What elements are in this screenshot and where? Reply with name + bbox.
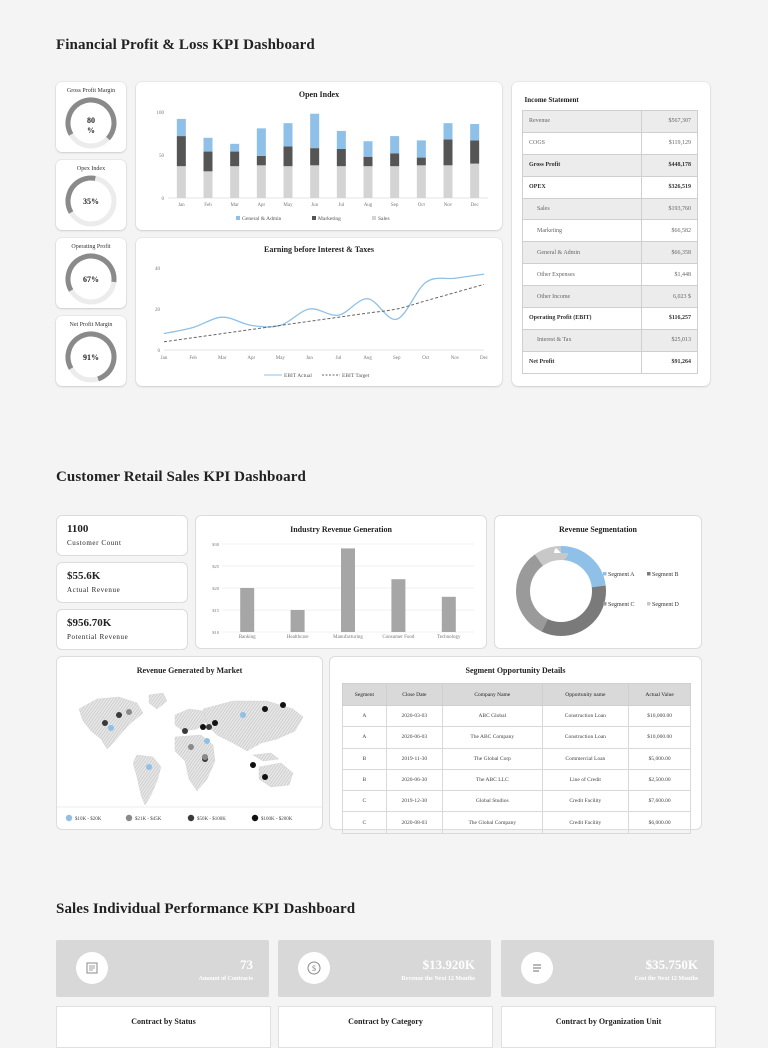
metric-value: $956.70K bbox=[67, 617, 112, 629]
legend-label: EBIT Target bbox=[342, 373, 370, 379]
x-tick-label: Sep bbox=[392, 356, 401, 361]
income-row bbox=[523, 154, 698, 176]
list-icon bbox=[521, 952, 553, 984]
bar-segment bbox=[230, 152, 239, 167]
table-cell: $2,500.00 bbox=[629, 769, 691, 790]
x-tick-label: Nov bbox=[443, 203, 453, 208]
table-cell: C bbox=[343, 812, 387, 833]
income-statement-table bbox=[522, 92, 698, 374]
kpi-value: $13.920K bbox=[422, 957, 475, 972]
perf-dashboard-title: Sales Individual Performance KPI Dashboard bbox=[56, 901, 356, 917]
market-dot bbox=[108, 725, 114, 731]
market-dot bbox=[116, 712, 122, 718]
dollar-icon bbox=[298, 952, 330, 984]
income-row-value: $1,448 bbox=[642, 264, 698, 286]
table-cell: 2019-11-30 bbox=[386, 748, 442, 769]
legend-label: Segment C bbox=[608, 602, 635, 608]
table-cell: ABC Global bbox=[443, 706, 543, 727]
income-row-label: Other Income bbox=[523, 286, 642, 308]
market-dot bbox=[262, 774, 268, 780]
gauge-card bbox=[56, 316, 126, 386]
legend-swatch bbox=[188, 815, 194, 821]
x-tick-label: Technology bbox=[437, 635, 461, 640]
income-row bbox=[523, 242, 698, 264]
bar-segment bbox=[470, 164, 479, 198]
table-row bbox=[343, 706, 691, 727]
industry-revenue-card bbox=[195, 515, 487, 649]
income-row bbox=[523, 286, 698, 308]
metric-content bbox=[67, 523, 121, 547]
column-header: Opportunity name bbox=[542, 684, 629, 706]
income-row-value: $116,257 bbox=[642, 308, 698, 330]
legend-swatch bbox=[372, 216, 376, 220]
legend-label: Segment D bbox=[652, 602, 679, 608]
income-row-label: Net Profit bbox=[523, 351, 642, 373]
table-cell: Commercial Loan bbox=[542, 748, 629, 769]
legend-label: $100K - $200K bbox=[261, 817, 293, 822]
gauge-value: 91% bbox=[83, 353, 99, 362]
income-row bbox=[523, 351, 698, 373]
table-cell: A bbox=[343, 706, 387, 727]
continent bbox=[175, 735, 215, 791]
document-icon bbox=[76, 952, 108, 984]
svg-text:$: $ bbox=[312, 964, 316, 973]
market-dot bbox=[250, 762, 256, 768]
kpi-label: Cost the Next 12 Months bbox=[634, 976, 698, 982]
table-cell: $10,000.00 bbox=[629, 727, 691, 748]
market-dot bbox=[204, 738, 210, 744]
industry-revenue-chart bbox=[196, 516, 486, 648]
metric-content bbox=[67, 570, 120, 594]
metric-card bbox=[56, 609, 188, 650]
y-tick-label: 0 bbox=[157, 349, 160, 354]
kpi-label: Revenue the Next 12 Months bbox=[401, 976, 475, 982]
income-row bbox=[523, 308, 698, 330]
x-tick-label: May bbox=[283, 203, 293, 208]
income-row-label: Interest & Tax bbox=[523, 329, 642, 351]
gauge-value: 80 bbox=[87, 116, 95, 125]
legend-label: Marketing bbox=[318, 216, 341, 222]
market-dot bbox=[102, 720, 108, 726]
y-tick-label: $30 bbox=[212, 542, 219, 547]
bar-segment bbox=[364, 166, 373, 198]
income-row-value: $567,307 bbox=[642, 111, 698, 133]
kpi-card bbox=[501, 940, 714, 997]
bar-segment bbox=[470, 140, 479, 163]
legend-swatch bbox=[252, 815, 258, 821]
table-cell: A bbox=[343, 727, 387, 748]
ebit-card bbox=[136, 238, 502, 386]
metric-label: Potential Revenue bbox=[67, 633, 129, 641]
x-tick-label: Jul bbox=[338, 203, 345, 208]
continent bbox=[79, 697, 143, 749]
bar bbox=[442, 597, 456, 632]
bar-segment bbox=[204, 152, 213, 172]
market-dot bbox=[188, 744, 194, 750]
x-tick-label: Feb bbox=[189, 356, 197, 361]
bar-segment bbox=[337, 166, 346, 198]
legend-swatch bbox=[312, 216, 316, 220]
bar-segment bbox=[444, 165, 453, 198]
bar-segment bbox=[390, 153, 399, 166]
open-index-chart bbox=[136, 82, 502, 230]
y-tick-label: 40 bbox=[155, 267, 160, 272]
table-cell: Line of Credit bbox=[542, 769, 629, 790]
x-tick-label: Dec bbox=[479, 356, 489, 361]
x-tick-label: Oct bbox=[417, 203, 425, 208]
legend-swatch bbox=[66, 815, 72, 821]
x-tick-label: Mar bbox=[218, 356, 227, 361]
table-cell: The ABC LLC bbox=[443, 769, 543, 790]
table-cell: The Global Corp bbox=[443, 748, 543, 769]
gauge-label: Gross Profit Margin bbox=[66, 88, 116, 94]
legend-swatch bbox=[126, 815, 132, 821]
table-cell: B bbox=[343, 748, 387, 769]
legend-label: General & Admin bbox=[242, 216, 282, 222]
column-header: Company Name bbox=[443, 684, 543, 706]
income-row-value: $448,178 bbox=[642, 154, 698, 176]
legend-label: Segment A bbox=[608, 572, 635, 578]
table-cell: The ABC Company bbox=[443, 727, 543, 748]
y-tick-label: 100 bbox=[156, 111, 164, 116]
income-row-value: $25,013 bbox=[642, 329, 698, 351]
income-row-value: $91,264 bbox=[642, 351, 698, 373]
x-tick-label: Nov bbox=[450, 356, 460, 361]
kpi-value: $35.750K bbox=[645, 957, 698, 972]
table-cell: Credit Facility bbox=[542, 791, 629, 812]
income-row bbox=[523, 220, 698, 242]
metric-value: $55.6K bbox=[67, 570, 101, 582]
bar-segment bbox=[310, 165, 319, 198]
ebit-chart bbox=[136, 238, 502, 386]
income-row bbox=[523, 132, 698, 154]
bar-segment bbox=[310, 114, 319, 148]
income-row bbox=[523, 176, 698, 198]
x-tick-label: Feb bbox=[204, 203, 212, 208]
table-cell: $6,000.00 bbox=[629, 812, 691, 833]
gauge-label: Operating Profit bbox=[71, 244, 111, 250]
income-row-label: Gross Profit bbox=[523, 154, 642, 176]
contract-chart-title: Contract by Status bbox=[131, 1017, 196, 1026]
kpi-card bbox=[278, 940, 491, 997]
contract-chart-title: Contract by Category bbox=[348, 1017, 423, 1026]
gauge-ring bbox=[56, 316, 126, 386]
market-dot bbox=[212, 720, 218, 726]
y-tick-label: 20 bbox=[155, 308, 160, 313]
market-dot bbox=[200, 724, 206, 730]
x-tick-label: May bbox=[275, 356, 285, 361]
table-cell: 2020-06-30 bbox=[386, 769, 442, 790]
bar-segment bbox=[417, 140, 426, 157]
bar-segment bbox=[364, 157, 373, 166]
legend-label: EBIT Actual bbox=[284, 373, 312, 379]
bar bbox=[240, 588, 254, 632]
gauge-value-unit: % bbox=[87, 126, 95, 135]
y-tick-label: $20 bbox=[212, 586, 219, 591]
income-row-value: 6,023 $ bbox=[642, 286, 698, 308]
bar-segment bbox=[257, 128, 266, 156]
income-row bbox=[523, 264, 698, 286]
x-tick-label: Apr bbox=[257, 203, 266, 208]
table-row bbox=[343, 812, 691, 833]
table-cell: 2020-08-03 bbox=[386, 812, 442, 833]
market-dot bbox=[182, 728, 188, 734]
segment-table bbox=[342, 683, 691, 834]
y-tick-label: 50 bbox=[159, 154, 164, 159]
contract-chart-title: Contract by Organization Unit bbox=[555, 1017, 662, 1026]
income-row-value: $326,519 bbox=[642, 176, 698, 198]
table-cell: 2020-06-03 bbox=[386, 727, 442, 748]
income-row-value: $119,129 bbox=[642, 132, 698, 154]
income-row-label: Other Expenses bbox=[523, 264, 642, 286]
ebit-title: Earning before Interest & Taxes bbox=[264, 245, 374, 254]
x-tick-label: Apr bbox=[247, 356, 256, 361]
x-tick-label: Dec bbox=[470, 203, 479, 208]
bar-segment bbox=[204, 171, 213, 198]
bar-segment bbox=[284, 146, 293, 166]
bar-segment bbox=[390, 136, 399, 153]
x-tick-label: Jun bbox=[311, 203, 319, 208]
income-row-label: Marketing bbox=[523, 220, 642, 242]
bar-segment bbox=[337, 149, 346, 166]
market-dot bbox=[146, 764, 152, 770]
table-cell: Construction Loan bbox=[542, 706, 629, 727]
table-cell: C bbox=[343, 791, 387, 812]
table-cell: 2019-12-30 bbox=[386, 791, 442, 812]
market-map-card bbox=[56, 656, 323, 830]
bar-segment bbox=[284, 123, 293, 146]
table-cell: Credit Facility bbox=[542, 812, 629, 833]
metric-label: Actual Revenue bbox=[67, 586, 121, 594]
continent bbox=[203, 701, 303, 751]
bar-segment bbox=[230, 166, 239, 198]
column-header: Segment bbox=[343, 684, 387, 706]
x-tick-label: Manufacturing bbox=[333, 635, 363, 640]
market-dot bbox=[202, 754, 208, 760]
bar-segment bbox=[390, 166, 399, 198]
series-line bbox=[164, 274, 484, 333]
gauge-ring bbox=[56, 238, 126, 308]
open-index-card bbox=[136, 82, 502, 230]
bar-segment bbox=[257, 165, 266, 198]
world-map bbox=[57, 657, 322, 829]
table-row bbox=[343, 748, 691, 769]
market-dot bbox=[240, 712, 246, 718]
gauge-card bbox=[56, 160, 126, 230]
bar-segment bbox=[177, 119, 186, 136]
metric-card bbox=[56, 515, 188, 556]
y-tick-label: $10 bbox=[212, 630, 219, 635]
income-statement-card bbox=[512, 82, 710, 386]
table-row bbox=[343, 791, 691, 812]
gauge-value: 67% bbox=[83, 275, 99, 284]
revenue-segmentation-card bbox=[494, 515, 702, 649]
table-row bbox=[343, 727, 691, 748]
legend-label: $10K - $20K bbox=[75, 817, 102, 822]
y-tick-label: $25 bbox=[212, 564, 219, 569]
bar-segment bbox=[177, 136, 186, 166]
bar bbox=[391, 579, 405, 632]
income-statement-title: Income Statement bbox=[523, 92, 698, 111]
column-header: Close Date bbox=[386, 684, 442, 706]
pl-dashboard-title: Financial Profit & Loss KPI Dashboard bbox=[56, 37, 315, 53]
contract-chart-card bbox=[278, 1006, 493, 1048]
market-dot bbox=[262, 706, 268, 712]
y-tick-label: $15 bbox=[212, 608, 219, 613]
x-tick-label: Sep bbox=[390, 203, 399, 208]
table-cell: Global Studios bbox=[443, 791, 543, 812]
kpi-label: Amount of Contracts bbox=[198, 976, 253, 982]
table-cell: $5,000.00 bbox=[629, 748, 691, 769]
contract-chart-card bbox=[501, 1006, 716, 1048]
bar-segment bbox=[364, 141, 373, 156]
revenue-segmentation-chart bbox=[495, 516, 701, 648]
metric-card bbox=[56, 562, 188, 603]
legend-swatch bbox=[647, 602, 651, 606]
market-map-title: Revenue Generated by Market bbox=[136, 666, 243, 675]
gauge-value: 35% bbox=[83, 197, 99, 206]
income-row-value: $193,760 bbox=[642, 198, 698, 220]
bar-segment bbox=[310, 148, 319, 165]
bar-segment bbox=[177, 166, 186, 198]
segment-details-card bbox=[329, 656, 702, 830]
market-dot bbox=[206, 724, 212, 730]
bar-segment bbox=[417, 165, 426, 198]
legend-label: $50K - $100K bbox=[197, 817, 226, 822]
gauge-card bbox=[56, 238, 126, 308]
series-line bbox=[164, 284, 484, 341]
revenue-segmentation-title: Revenue Segmentation bbox=[559, 525, 637, 534]
x-tick-label: Consumer Food bbox=[382, 635, 415, 640]
x-tick-label: Healthcare bbox=[286, 635, 309, 640]
gauge-ring bbox=[56, 160, 126, 230]
legend-label: $21K - $45K bbox=[135, 817, 162, 822]
income-row-value: $66,358 bbox=[642, 242, 698, 264]
table-cell: Construction Loan bbox=[542, 727, 629, 748]
income-row bbox=[523, 111, 698, 133]
market-dot bbox=[126, 709, 132, 715]
x-tick-label: Jan bbox=[177, 203, 185, 208]
x-tick-label: Aug bbox=[363, 356, 372, 361]
table-cell: 2020-03-03 bbox=[386, 706, 442, 727]
legend-label: Sales bbox=[378, 216, 390, 222]
income-row-label: Revenue bbox=[523, 111, 642, 133]
metric-value: 1100 bbox=[67, 523, 89, 535]
legend-swatch bbox=[603, 602, 607, 606]
contract-chart-card bbox=[56, 1006, 271, 1048]
income-row-label: COGS bbox=[523, 132, 642, 154]
income-row-label: Sales bbox=[523, 198, 642, 220]
income-row bbox=[523, 198, 698, 220]
segment-details-title: Segment Opportunity Details bbox=[465, 666, 566, 675]
bar-segment bbox=[470, 124, 479, 140]
income-row-label: General & Admin bbox=[523, 242, 642, 264]
bar-segment bbox=[284, 166, 293, 198]
income-row-value: $66,582 bbox=[642, 220, 698, 242]
x-tick-label: Jun bbox=[305, 356, 313, 361]
bar-segment bbox=[444, 123, 453, 139]
metric-label: Customer Count bbox=[67, 539, 122, 547]
gauge-label: Opex Index bbox=[76, 166, 106, 172]
x-tick-label: Oct bbox=[422, 356, 430, 361]
gauge-card bbox=[56, 82, 126, 152]
legend-swatch bbox=[236, 216, 240, 220]
x-tick-label: Aug bbox=[363, 203, 373, 208]
y-tick-label: 0 bbox=[161, 197, 164, 202]
market-dot bbox=[280, 702, 286, 708]
bar-segment bbox=[204, 138, 213, 152]
open-index-title: Open Index bbox=[298, 90, 340, 99]
x-tick-label: Jan bbox=[160, 356, 168, 361]
gauge-label: Net Profit Margin bbox=[69, 322, 113, 328]
continent bbox=[253, 753, 279, 761]
legend-label: Segment B bbox=[652, 572, 679, 578]
x-tick-label: Mar bbox=[230, 203, 239, 208]
kpi-value: 73 bbox=[240, 957, 253, 972]
bar bbox=[341, 548, 355, 632]
retail-dashboard-title: Customer Retail Sales KPI Dashboard bbox=[56, 469, 306, 485]
x-tick-label: Jul bbox=[335, 356, 342, 361]
industry-revenue-title: Industry Revenue Generation bbox=[290, 525, 392, 534]
x-tick-label: Banking bbox=[238, 635, 256, 640]
metric-content bbox=[67, 617, 128, 641]
table-cell: B bbox=[343, 769, 387, 790]
table-cell: $10,000.00 bbox=[629, 706, 691, 727]
bar bbox=[291, 610, 305, 632]
bar-segment bbox=[230, 144, 239, 152]
continent bbox=[149, 693, 167, 709]
bar-segment bbox=[257, 156, 266, 165]
bar-segment bbox=[444, 140, 453, 166]
bar-segment bbox=[337, 131, 346, 149]
kpi-card bbox=[56, 940, 269, 997]
income-row-label: OPEX bbox=[523, 176, 642, 198]
income-row bbox=[523, 329, 698, 351]
income-row-label: Operating Profit (EBIT) bbox=[523, 308, 642, 330]
continent bbox=[133, 755, 161, 805]
legend-swatch bbox=[603, 572, 607, 576]
bar-segment bbox=[417, 158, 426, 166]
table-cell: $7,600.00 bbox=[629, 791, 691, 812]
table-cell: The Global Company bbox=[443, 812, 543, 833]
legend-swatch bbox=[647, 572, 651, 576]
column-header: Actual Value bbox=[629, 684, 691, 706]
table-row bbox=[343, 769, 691, 790]
